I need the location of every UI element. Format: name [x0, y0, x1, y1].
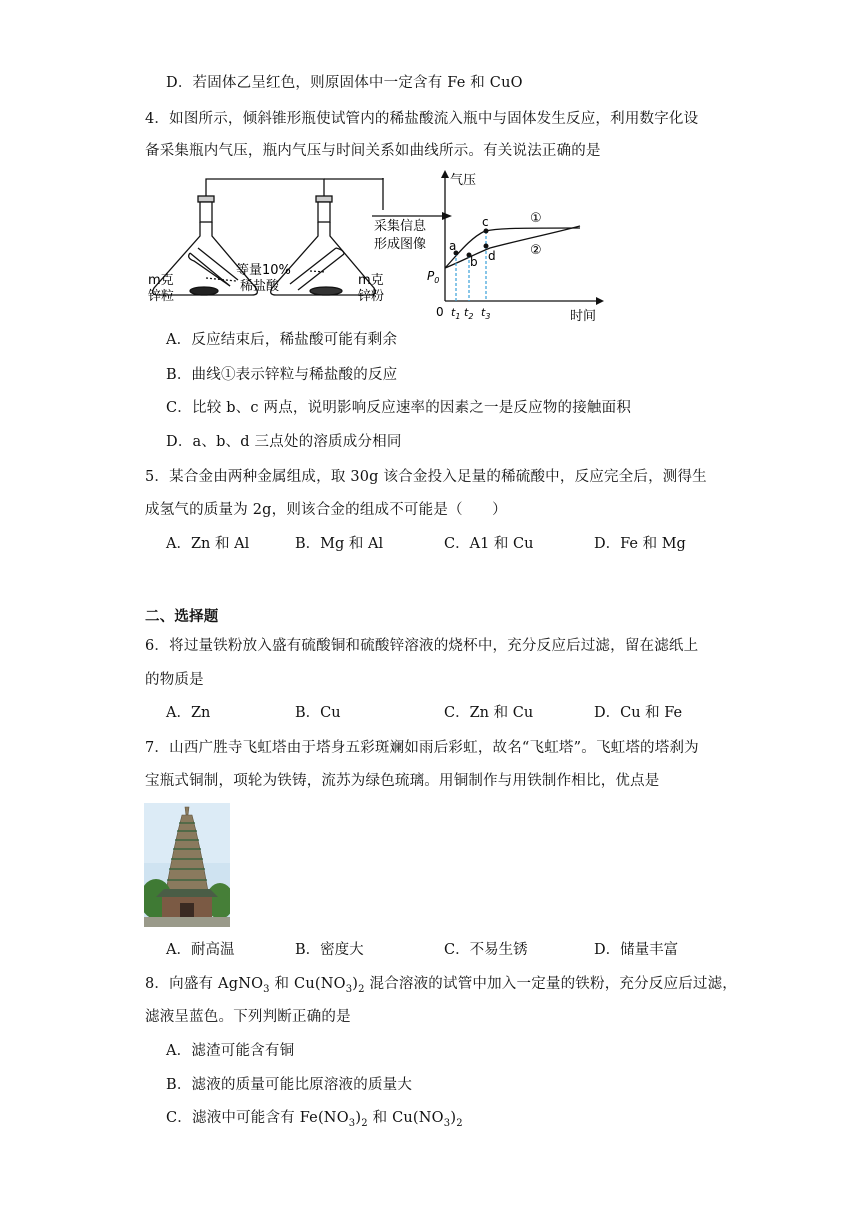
arrow-label-2: 形成图像 [374, 237, 427, 252]
q4-option-c: C．比较 b、c 两点，说明影响反应速率的因素之一是反应物的接触面积 [166, 400, 632, 416]
q6-option-a: A．Zn [166, 705, 211, 721]
q8-option-b: B．滤液的质量可能比原溶液的质量大 [166, 1077, 413, 1093]
curve-1-label: ① [530, 211, 542, 226]
left-flask-label-2: 锌粒 [148, 289, 175, 304]
q4-option-d: D．a、b、d 三点处的溶质成分相同 [166, 434, 402, 450]
q8-option-a: A．滤渣可能含有铜 [166, 1043, 295, 1059]
q5-option-d: D．Fe 和 Mg [594, 536, 686, 552]
section-heading: 二、选择题 [145, 608, 219, 625]
q5-option-c: C．A1 和 Cu [444, 536, 534, 552]
q6-stem-line1: 6．将过量铁粉放入盛有硫酸铜和硫酸锌溶液的烧杯中，充分反应后过滤，留在滤纸上 [145, 638, 699, 654]
q5-option-b: B．Mg 和 Al [295, 536, 384, 552]
point-a-label: a [449, 239, 457, 253]
q4-option-b: B．曲线①表示锌粒与稀盐酸的反应 [166, 367, 398, 383]
q8-stem-line1: 8．向盛有 AgNO$_3$ 和 $Cu(NO_3)_2$ 混合溶液的试管中加入一定量的铁粉，充分反应后过滤， [145, 976, 738, 995]
q3-option-d: D．若固体乙呈红色，则原固体中一定含有 Fe 和 CuO [166, 75, 523, 91]
point-b-label: b [470, 255, 478, 269]
q4-figure [140, 168, 610, 326]
q6-option-d: D．Cu 和 Fe [594, 705, 683, 721]
q6-stem-line2: 的物质是 [145, 672, 204, 688]
q6-option-b: B．Cu [295, 705, 341, 721]
point-d-label: d [488, 249, 496, 263]
point-c [484, 229, 489, 234]
q7-stem-line1: 7．山西广胜寺飞虹塔由于塔身五彩斑斓如雨后彩虹，故名“飞虹塔”。飞虹塔的塔刹为 [145, 740, 699, 756]
q4-stem-line2: 备采集瓶内气压，瓶内气压与时间关系如曲线所示。有关说法正确的是 [145, 143, 601, 159]
q7-option-c: C．不易生锈 [444, 942, 528, 958]
q8-option-c: C．滤液中可能含有 $Fe(NO_3)_2$ 和 $Cu(NO_3)_2$ [166, 1110, 463, 1129]
q5-stem-line2: 成氢气的质量为 2g，则该合金的组成不可能是（ ） [145, 502, 507, 518]
curve-2 [445, 226, 580, 268]
q4-stem-line1: 4．如图所示，倾斜锥形瓶使试管内的稀盐酸流入瓶中与固体发生反应，利用数字化设 [145, 111, 699, 127]
q7-option-b: B．密度大 [295, 942, 364, 958]
x-axis-label: 时间 [570, 309, 597, 324]
q7-option-a: A．耐高温 [166, 942, 235, 958]
t3-label: $t_3$ [481, 306, 491, 321]
q5-option-a: A．Zn 和 Al [166, 536, 250, 552]
acid-label-1: 等量10% [236, 263, 291, 278]
t1-label: $t_1$ [451, 306, 461, 321]
pagoda-photo [144, 803, 230, 927]
q7-stem-line2: 宝瓶式铜制，项轮为铁铸，流苏为绿色琉璃。用铜制作与用铁制作相比，优点是 [145, 773, 660, 789]
q8-stem-line2: 滤液呈蓝色。下列判断正确的是 [145, 1009, 351, 1025]
origin-label: 0 [436, 305, 444, 319]
curve-1 [445, 228, 580, 268]
left-flask-label-1: m克 [148, 273, 174, 288]
right-flask-label-1: m克 [358, 273, 384, 288]
p0-label: $P_0$ [427, 269, 440, 285]
arrow-label-1: 采集信息 [374, 219, 427, 234]
right-flask-label-2: 锌粉 [358, 289, 385, 304]
arrow-head-icon [442, 212, 452, 220]
q6-option-c: C．Zn 和 Cu [444, 705, 534, 721]
point-d [484, 244, 489, 249]
q7-option-d: D．储量丰富 [594, 942, 679, 958]
point-c-label: c [482, 215, 489, 229]
connecting-tube [206, 179, 324, 210]
acid-label-2: 稀盐酸 [240, 279, 280, 294]
y-axis-label: 气压 [450, 173, 477, 188]
q5-stem-line1: 5．某合金由两种金属组成，取 30g 该合金投入足量的稀硫酸中，反应完全后，测得生 [145, 469, 707, 485]
t2-label: $t_2$ [464, 306, 474, 321]
curve-2-label: ② [530, 243, 542, 258]
q4-option-a: A．反应结束后，稀盐酸可能有剩余 [166, 332, 398, 348]
